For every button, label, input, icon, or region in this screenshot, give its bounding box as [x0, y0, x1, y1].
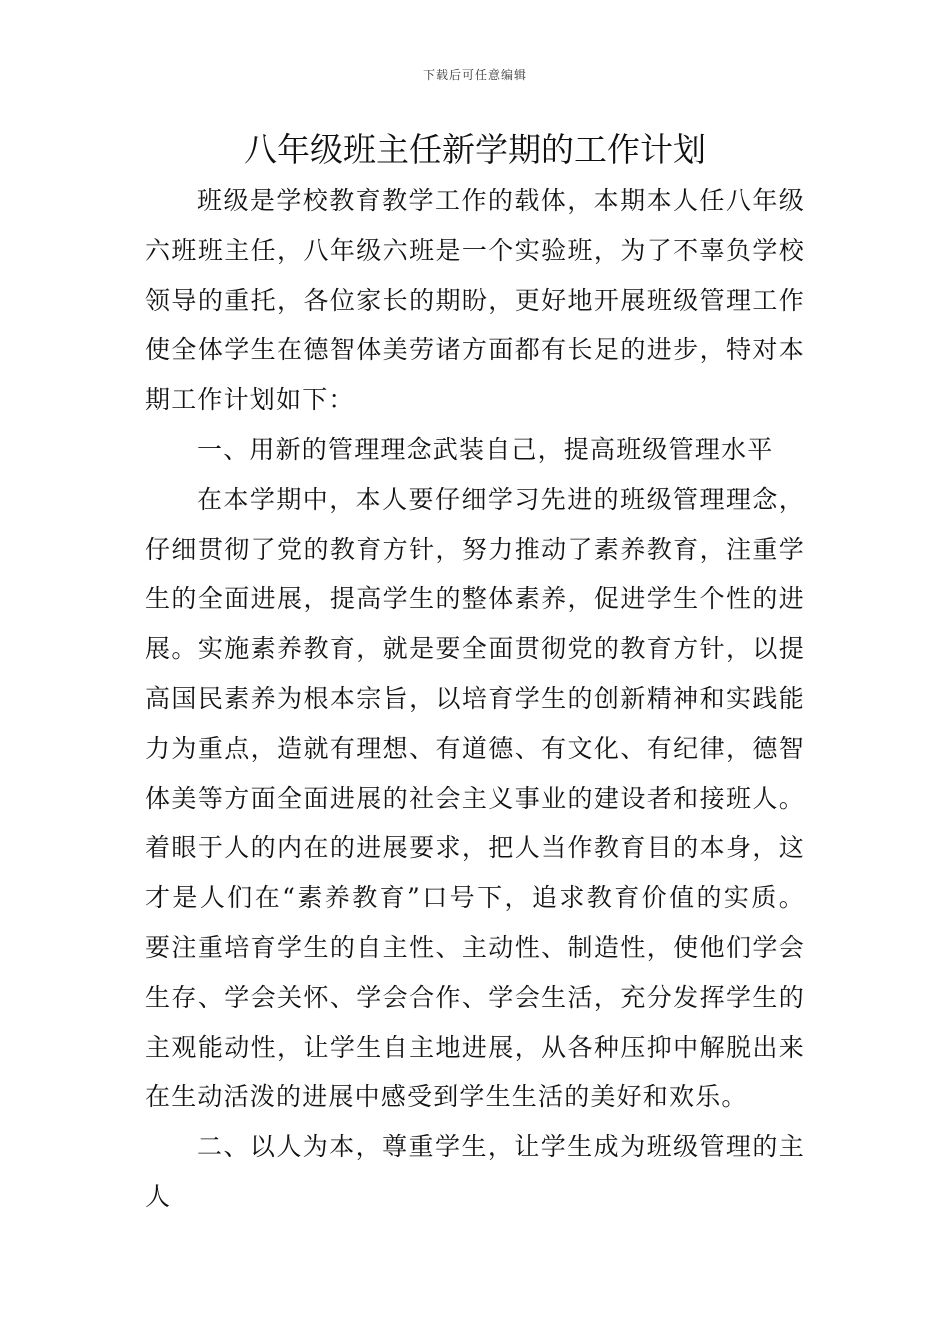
section-heading: 二、以人为本，尊重学生，让学生成为班级管理的主: [197, 1132, 805, 1162]
paragraph-line: 六班班主任，八年级六班是一个实验班，为了不辜负学校: [145, 235, 805, 265]
paragraph-line: 要注重培育学生的自主性、主动性、制造性，使他们学会: [145, 932, 805, 962]
paragraph-line: 生存、学会关怀、学会合作、学会生活，充分发挥学生的: [145, 982, 805, 1012]
paragraph-line: 领导的重托，各位家长的期盼，更好地开展班级管理工作: [145, 285, 805, 315]
paragraph-line: 生的全面进展，提高学生的整体素养，促进学生个性的进: [145, 584, 805, 614]
paragraph-line: 展。实施素养教育，就是要全面贯彻党的教育方针，以提: [145, 634, 805, 664]
paragraph-line: 使全体学生在德智体美劳诸方面都有长足的进步，特对本: [145, 335, 805, 365]
paragraph-line: 体美等方面全面进展的社会主义事业的建设者和接班人。: [145, 783, 805, 813]
paragraph-line: 期工作计划如下：: [145, 385, 355, 415]
paragraph-line: 主观能动性，让学生自主地进展，从各种压抑中解脱出来: [145, 1032, 805, 1062]
header-note: 下载后可任意编辑: [422, 68, 527, 82]
paragraph-line: 高国民素养为根本宗旨，以培育学生的创新精神和实践能: [145, 683, 805, 713]
section-heading: 一、用新的管理理念武装自己，提高班级管理水平: [197, 434, 774, 464]
paragraph-line: 力为重点，造就有理想、有道德、有文化、有纪律，德智: [145, 733, 805, 763]
paragraph-line: 才是人们在“素养教育”口号下，追求教育价值的实质。: [145, 883, 805, 913]
paragraph-line: 在本学期中，本人要仔细学习先进的班级管理理念，: [197, 484, 805, 514]
paragraph-line: 班级是学校教育教学工作的载体，本期本人任八年级: [197, 186, 805, 215]
paragraph-line: 仔细贯彻了党的教育方针，努力推动了素养教育，注重学: [145, 534, 805, 564]
document-body: [145, 176, 805, 1222]
paragraph-line: 着眼于人的内在的进展要求，把人当作教育目的本身，这: [145, 833, 805, 863]
section-heading: 人: [145, 1181, 172, 1211]
paragraph-line: 在生动活泼的进展中感受到学生生活的美好和欢乐。: [145, 1082, 748, 1112]
page-title: 八年级班主任新学期的工作计划: [244, 130, 706, 169]
